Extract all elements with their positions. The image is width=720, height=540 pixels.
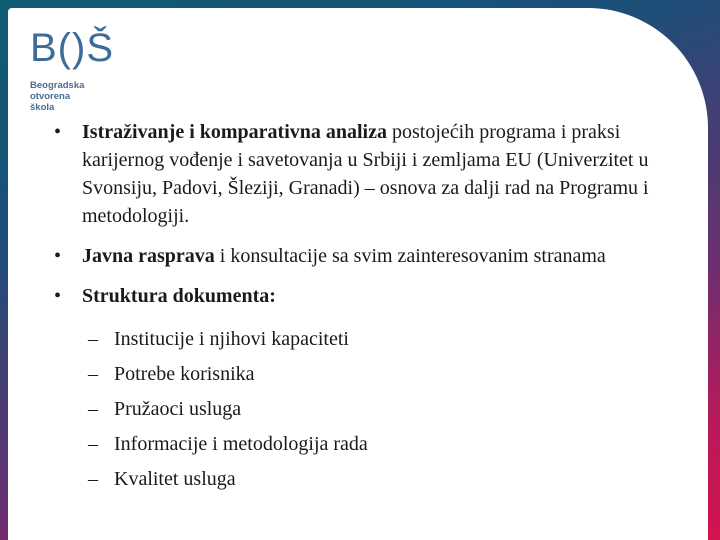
dash: –	[88, 433, 98, 455]
sub-item-text: Informacije i metodologija rada	[114, 433, 368, 455]
logo-line-2: otvorena	[30, 91, 71, 102]
bullet-dot: •	[54, 121, 62, 143]
dash: –	[88, 363, 98, 385]
sub-item-text: Potrebe korisnika	[114, 363, 255, 385]
bullet-public-debate-text: i konsultacije sa svim zainteresovanim stranama	[214, 245, 606, 267]
bullet-research-text: postojećih programa i praksi karijernog vođenje i savetovanja u Srbiji i zemljama EU (Univerzitet u Svonsiju, Padovi, Šleziji, Granadi) – osnova za dalji rad na Programu i metodologiji.	[82, 121, 649, 227]
dash: –	[88, 468, 98, 490]
bullet-public-debate-bold: Javna rasprava	[82, 245, 215, 267]
logo-mark: B()Š	[30, 26, 114, 70]
slide-content	[52, 118, 682, 497]
bullet-research-bold: Istraživanje i komparativna analiza	[82, 121, 387, 143]
dash: –	[88, 398, 98, 420]
bullet-dot: •	[54, 245, 62, 267]
sub-item-methodology	[52, 427, 682, 462]
bullet-dot: •	[54, 285, 62, 307]
sub-item-institutions	[52, 322, 682, 357]
dash: –	[88, 328, 98, 350]
bullet-structure-bold: Struktura dokumenta:	[82, 285, 276, 307]
sub-item-providers	[52, 392, 682, 427]
bullet-public-debate	[52, 242, 682, 270]
bullet-structure	[52, 282, 682, 310]
logo-line-3: škola	[30, 102, 55, 113]
sub-item-text: Kvalitet usluga	[114, 468, 236, 490]
logo-line-1: Beogradska	[30, 80, 85, 91]
structure-sub-list	[52, 322, 682, 497]
logo-text	[30, 80, 114, 113]
logo	[30, 28, 114, 113]
sub-item-user-needs	[52, 357, 682, 392]
sub-item-quality	[52, 462, 682, 497]
sub-item-text: Institucije i njihovi kapaciteti	[114, 328, 349, 350]
bullet-research	[52, 118, 682, 230]
sub-item-text: Pružaoci usluga	[114, 398, 242, 420]
